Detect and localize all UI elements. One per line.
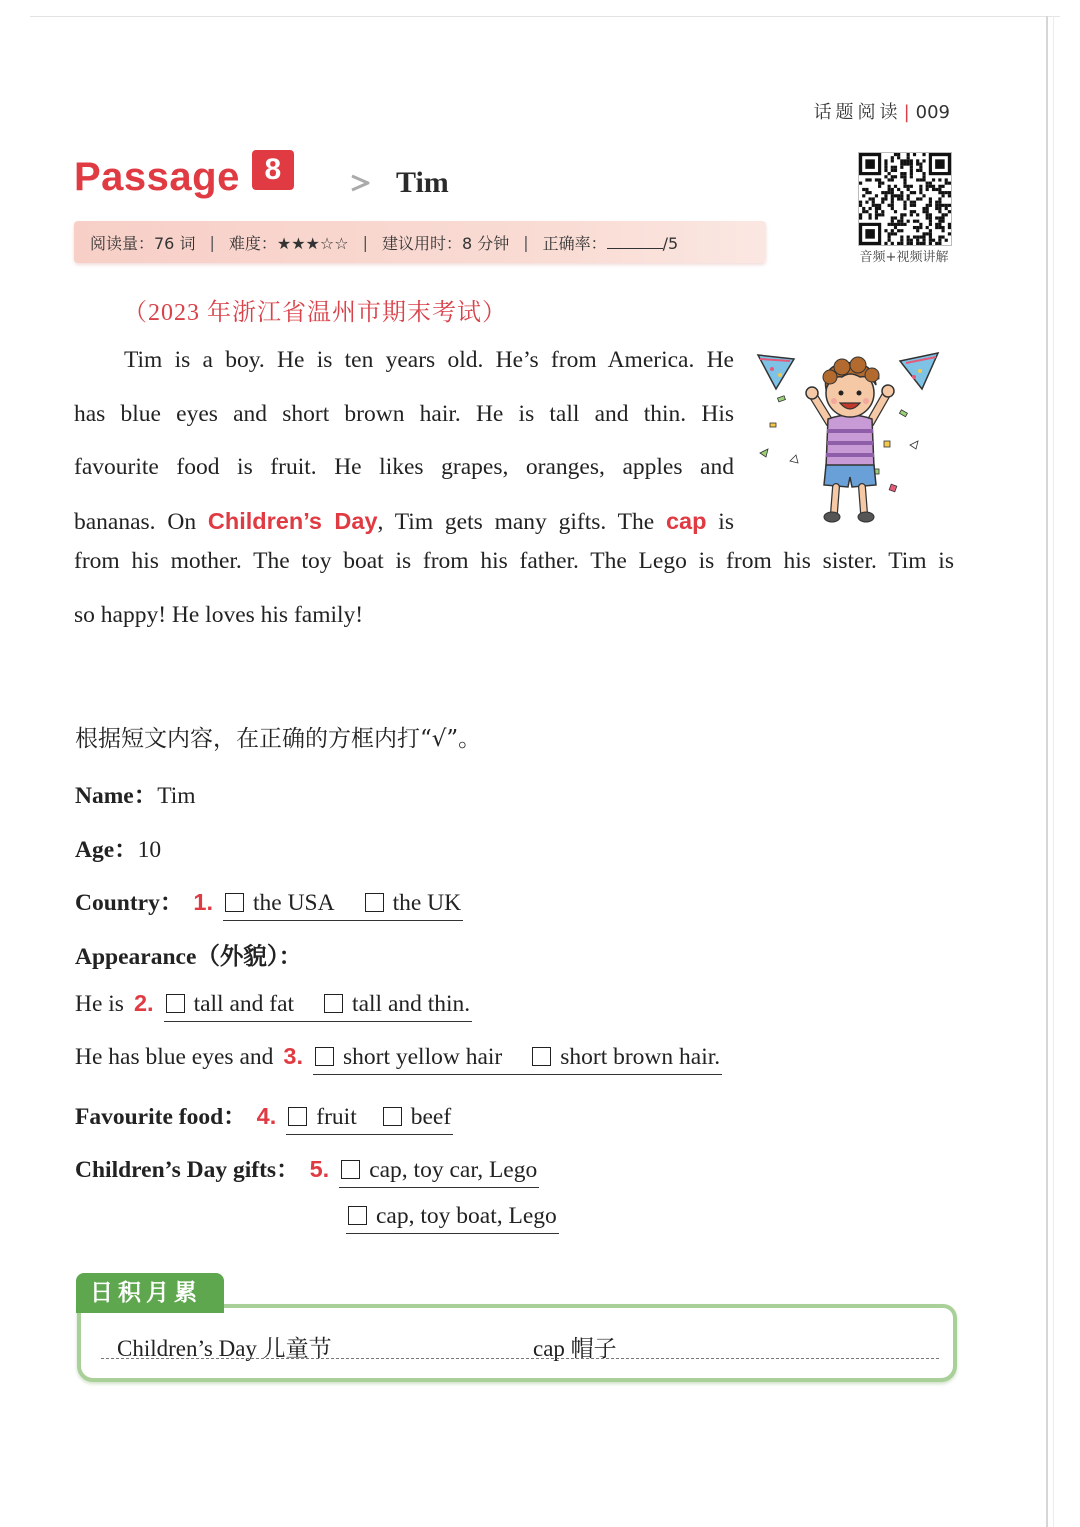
- option-label: the UK: [392, 890, 462, 916]
- page-edge: [30, 16, 1060, 17]
- highlight-cap: cap: [665, 507, 707, 534]
- suggested-time: 建议用时：8 分钟: [381, 233, 510, 253]
- difficulty-stars: ★★★☆☆: [276, 233, 349, 253]
- accuracy-label: 正确率：: [542, 233, 607, 253]
- dashed-divider: [101, 1358, 939, 1359]
- question-5-row: [75, 1150, 539, 1188]
- age-value: 10: [137, 837, 162, 863]
- passage-line: from his mother. The toy boat is from his father. The Lego is from his sister. Tim is: [74, 548, 954, 574]
- question-number: 1.: [193, 889, 213, 915]
- option-group: [286, 1104, 453, 1135]
- question-number: 4.: [256, 1103, 277, 1129]
- checkbox[interactable]: [532, 1047, 551, 1066]
- question-number: 5.: [309, 1156, 330, 1182]
- checkbox[interactable]: [365, 893, 384, 912]
- checkbox[interactable]: [166, 994, 185, 1013]
- running-head-divider: |: [903, 102, 910, 123]
- passage-text: is: [706, 508, 734, 535]
- running-head: [814, 98, 950, 124]
- option-label: the USA: [252, 890, 335, 916]
- question-3-row: [75, 1043, 722, 1075]
- option-label: short yellow hair: [342, 1044, 503, 1070]
- checkbox[interactable]: [225, 893, 244, 912]
- option-label: tall and fat: [193, 991, 295, 1017]
- exam-source: （2023 年浙江省温州市期末考试）: [123, 300, 507, 326]
- checkbox[interactable]: [383, 1107, 402, 1126]
- passage-line: has blue eyes and short brown hair. He is tall and thin. His: [74, 400, 734, 427]
- option-group: [313, 1044, 722, 1075]
- question-number: 2.: [133, 990, 154, 1016]
- happy-boy-illustration: [750, 345, 950, 530]
- name-label: Name：: [75, 783, 158, 809]
- option-label: tall and thin.: [352, 991, 471, 1017]
- gifts-label: Children’s Day gifts：: [75, 1157, 300, 1183]
- appearance-label: Appearance（外貌）：: [75, 944, 303, 970]
- question-number: 3.: [283, 1043, 303, 1069]
- option-label: fruit: [316, 1104, 357, 1130]
- reading-info-bar: [74, 221, 766, 263]
- exercise-instruction: 根据短文内容，在正确的方框内打“√”。: [75, 726, 482, 752]
- passage-line: [74, 495, 734, 550]
- divider: |: [523, 232, 529, 252]
- difficulty: [215, 231, 363, 254]
- question-1-row: [75, 883, 463, 921]
- divider: |: [362, 232, 368, 252]
- word-count: 阅读量：76 词: [90, 233, 196, 253]
- question-prefix: He is: [75, 991, 124, 1017]
- qr-code-icon[interactable]: [858, 152, 952, 246]
- highlight-childrens-day: Children’s Day: [207, 507, 378, 534]
- checkbox[interactable]: [341, 1160, 360, 1179]
- option-label: cap, toy boat, Lego: [376, 1203, 557, 1229]
- party-hat-left: [758, 355, 794, 389]
- passage-heading: [74, 152, 294, 200]
- glossary-item: Children’s Day 儿童节: [117, 1336, 332, 1361]
- passage-text: , Tim gets many gifts. The: [377, 508, 666, 535]
- option-label: beef: [410, 1104, 452, 1130]
- question-4-row: [75, 1097, 453, 1135]
- name-row: [75, 776, 196, 810]
- option-group: [164, 991, 473, 1022]
- passage-line: Tim is a boy. He is ten years old. He’s from America. He: [124, 347, 734, 373]
- country-label: Country：: [75, 890, 184, 916]
- passage-line: favourite food is fruit. He likes grapes, oranges, apples and: [74, 454, 734, 480]
- food-label: Favourite food：: [75, 1104, 247, 1130]
- glossary-tab: 日积月累: [76, 1273, 224, 1313]
- chevron-right-icon: [348, 170, 374, 196]
- passage-number-badge: 8: [252, 150, 294, 190]
- question-2-row: [75, 990, 472, 1022]
- qr-caption: 音频+视频讲解: [859, 250, 949, 265]
- divider: |: [209, 232, 215, 252]
- passage-topic: Tim: [396, 166, 449, 199]
- running-head-section: 话题阅读: [813, 102, 902, 123]
- accuracy: [529, 231, 693, 254]
- name-value: Tim: [157, 783, 196, 809]
- question-prefix: He has blue eyes and: [75, 1044, 274, 1070]
- accuracy-total: /5: [662, 233, 679, 253]
- passage-line: so happy! He loves his family!: [74, 602, 364, 628]
- accuracy-blank[interactable]: [607, 234, 663, 249]
- checkbox[interactable]: [324, 994, 343, 1013]
- checkbox[interactable]: [288, 1107, 307, 1126]
- glossary-item: cap 帽子: [533, 1336, 617, 1361]
- passage-label: Passage: [74, 155, 240, 199]
- difficulty-label: 难度：: [228, 233, 277, 253]
- appearance-row: [75, 937, 302, 971]
- checkbox[interactable]: [348, 1206, 367, 1225]
- question-5-row-2: [346, 1203, 559, 1234]
- page-number: 009: [915, 102, 950, 123]
- glossary-box: [77, 1304, 957, 1382]
- page-edge: [1046, 16, 1048, 1527]
- checkbox[interactable]: [315, 1047, 334, 1066]
- option-label: cap, toy car, Lego: [369, 1157, 538, 1183]
- option-group: [346, 1203, 559, 1234]
- party-hat-right: [900, 353, 938, 389]
- age-label: Age：: [75, 837, 138, 863]
- passage-text: bananas. On: [74, 508, 208, 535]
- age-row: [75, 830, 161, 864]
- option-group: [339, 1157, 539, 1188]
- page-edge: [1053, 16, 1054, 1527]
- passage-body: [74, 334, 734, 549]
- option-group: [223, 890, 463, 921]
- option-label: short brown hair.: [560, 1044, 721, 1070]
